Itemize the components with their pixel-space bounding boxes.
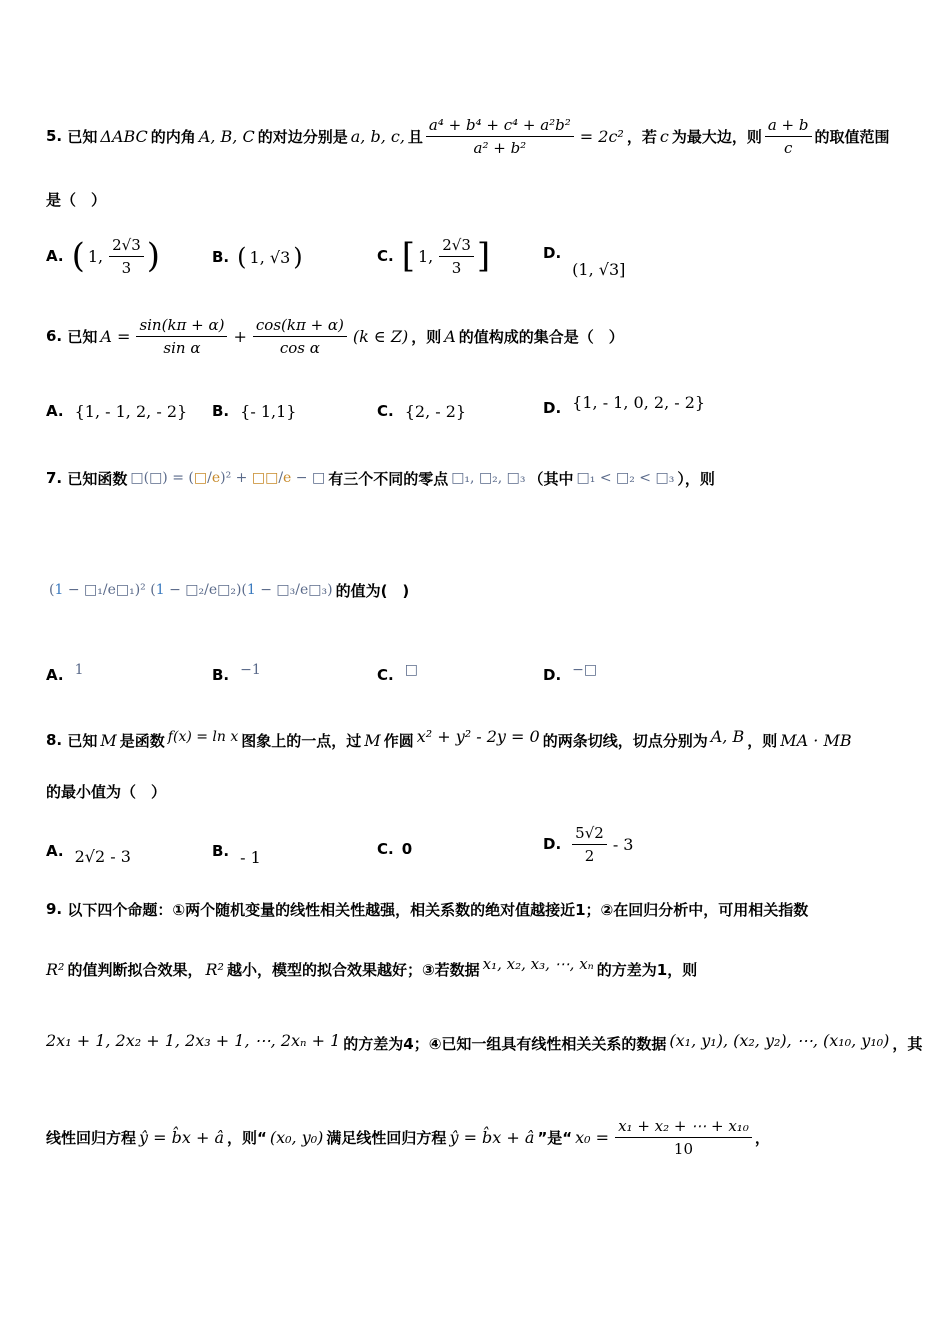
right-bracket-icon: ] — [476, 236, 491, 276]
q8-number: 8. — [46, 731, 63, 749]
left-paren-icon: ( — [71, 236, 85, 276]
option-label: D. — [543, 666, 562, 684]
option-label: A. — [46, 247, 64, 265]
q7-text: 的值为( ) — [335, 581, 410, 600]
q5-a-fraction — [109, 236, 144, 277]
q9-line-3 — [46, 1026, 923, 1060]
q5-c-num: 2√3 — [439, 236, 474, 257]
q8-text: 已知 — [67, 731, 98, 750]
q8-text: 作圆 — [383, 731, 414, 750]
right-paren-icon: ) — [293, 243, 303, 271]
option-label: C. — [377, 402, 394, 420]
q5-c-var: c — [659, 126, 669, 146]
q9-mean-num: x₁ + x₂ + ⋯ + x₁₀ — [615, 1117, 752, 1138]
option-label: D. — [543, 399, 562, 417]
q9-text: 的方差为4；④已知一组具有线性相关关系的数据 — [343, 1034, 667, 1053]
q5-number: 5. — [46, 127, 63, 145]
q8-line-2 — [46, 778, 910, 804]
q5-line-2 — [46, 186, 910, 212]
q9-text: ，则“ — [227, 1128, 267, 1147]
q9-points: (x₁, y₁), (x₂, y₂), ⋯, (x₁₀, y₁₀) — [669, 1030, 890, 1050]
q7-line-1 — [46, 458, 910, 498]
q5-text: 为最大边，则 — [671, 127, 762, 146]
q5-line-1 — [46, 105, 910, 167]
q6-option-b[interactable] — [212, 398, 299, 424]
q8-ab: A, B — [710, 726, 745, 746]
q9-text: 以下四个命题：①两个随机变量的线性相关性越强，相关系数的绝对值越接近1；②在回归分析中，可用相关指数 — [67, 900, 809, 919]
q7-b-value: −1 — [240, 662, 261, 678]
q6-f2-den: cos α — [279, 338, 320, 357]
left-bracket-icon: [ — [401, 236, 415, 276]
q5-option-b[interactable] — [212, 240, 303, 274]
q8-text: 图象上的一点，过 — [241, 731, 362, 750]
q5-sides: a, b, c, — [350, 126, 405, 146]
option-label: B. — [212, 248, 230, 266]
q6-option-c[interactable] — [377, 398, 469, 424]
q8-d-fraction — [572, 824, 607, 865]
q9-mean-den: 10 — [673, 1139, 694, 1158]
q7-option-b[interactable] — [212, 662, 264, 688]
q9-line-2 — [46, 954, 910, 984]
option-label: C. — [377, 666, 394, 684]
q6-f1-num: sin(kπ + α) — [136, 316, 227, 337]
q5-b-value: 1, √3 — [249, 247, 291, 267]
q5-text: 是（ ） — [46, 190, 107, 209]
q8-option-b[interactable] — [212, 836, 264, 866]
q8-option-c[interactable] — [377, 836, 412, 862]
q8-d-den: 2 — [584, 846, 595, 865]
q8-circle: x² + y² - 2y = 0 — [416, 726, 540, 746]
q7-number: 7. — [46, 469, 63, 487]
option-label: B. — [212, 402, 230, 420]
q5-a-den: 3 — [121, 258, 132, 277]
q6-a-value: {1, - 1, 2, - 2} — [74, 401, 188, 421]
q9-text: 的方差为1，则 — [596, 960, 698, 979]
q6-text: 的值构成的集合是（ ） — [458, 327, 624, 346]
q5-eq-rhs: = 2c² — [579, 126, 624, 146]
q7-option-d[interactable] — [543, 662, 600, 688]
option-label: A. — [46, 666, 64, 684]
q8-d-num: 5√2 — [572, 824, 607, 845]
q6-line-1 — [46, 306, 910, 366]
q8-text: 是函数 — [119, 731, 165, 750]
q6-option-a[interactable] — [46, 398, 190, 424]
q5-option-c[interactable] — [377, 226, 490, 286]
q7-text: 有三个不同的零点 — [328, 469, 449, 488]
q5-ratio-numerator: a + b — [765, 116, 812, 137]
q9-mean-fraction — [615, 1117, 752, 1158]
q9-text: 满足线性回归方程 — [326, 1128, 447, 1147]
q5-text: 已知 — [67, 127, 98, 146]
option-label: A. — [46, 402, 64, 420]
q6-f2-num: cos(kπ + α) — [253, 316, 347, 337]
q7-text: 已知函数 — [67, 469, 128, 488]
q6-a-var: A — [444, 326, 456, 346]
q9-x0: x₀ = — [575, 1127, 610, 1147]
q8-d-tail: - 3 — [612, 834, 634, 854]
q7-zeros-image: □₁, □₂, □₃ — [451, 470, 526, 486]
q5-text: 的对边分别是 — [257, 127, 348, 146]
q5-text: ，若 — [626, 127, 657, 146]
q8-text: 的两条切线，切点分别为 — [542, 731, 708, 750]
q6-condition: (k ∈ Z) — [352, 326, 409, 346]
q7-option-a[interactable] — [46, 662, 87, 688]
q5-c-fraction — [439, 236, 474, 277]
option-label: C. — [377, 247, 394, 265]
q8-dot-product: MA · MB — [780, 730, 852, 750]
q5-angles: A, B, C — [198, 126, 255, 146]
q9-line-4 — [46, 1110, 910, 1164]
q5-d-value: (1, √3] — [572, 260, 626, 279]
right-paren-icon: ) — [146, 236, 161, 276]
q6-a-equals: A = — [100, 326, 131, 346]
q7-expression-image: (1 − □₁/e□₁)² (1 − □₂/e□₂)(1 − □₃/e□₃) — [49, 582, 333, 598]
q9-line-1 — [46, 896, 910, 922]
left-paren-icon: ( — [237, 243, 247, 271]
q8-b-value: - 1 — [240, 847, 261, 867]
option-label: B. — [212, 842, 230, 860]
q7-d-value: −□ — [572, 662, 598, 678]
q6-c-value: {2, - 2} — [404, 401, 467, 421]
option-label: D. — [543, 244, 562, 262]
q5-ratio-fraction — [765, 116, 812, 157]
q8-line-1 — [46, 722, 910, 758]
q6-fraction-1 — [136, 316, 227, 357]
q6-plus: + — [233, 326, 247, 346]
q8-function: f(x) = ln x — [167, 729, 239, 745]
q5-triangle: ΔABC — [100, 126, 148, 146]
q8-text: 的最小值为（ ） — [46, 782, 167, 801]
q6-b-value: {- 1,1} — [240, 401, 297, 421]
q5-option-a[interactable] — [46, 226, 160, 286]
q6-option-d[interactable] — [543, 392, 708, 424]
q5-text: 的取值范围 — [814, 127, 890, 146]
q5-c-den: 3 — [451, 258, 462, 277]
option-label: B. — [212, 666, 230, 684]
q8-option-d[interactable] — [543, 818, 636, 870]
q9-x-data: x₁, x₂, x₃, ⋯, xₙ — [482, 955, 594, 973]
q9-point-0: (x₀, y₀) — [269, 1127, 324, 1147]
q9-regression: ŷ = b̂x + â — [139, 1127, 225, 1147]
q7-a-value: 1 — [74, 662, 84, 678]
q7-option-c[interactable] — [377, 662, 421, 688]
q6-f1-den: sin α — [163, 338, 201, 357]
q9-r2: R² — [205, 959, 224, 979]
q9-transformed-data: 2x₁ + 1, 2x₂ + 1, 2x₃ + 1, ⋯, 2xₙ + 1 — [46, 1030, 341, 1050]
q9-regression: ŷ = b̂x + â — [449, 1127, 535, 1147]
q7-order-image: □₁ < □₂ < □₃ — [576, 470, 675, 486]
q6-fraction-2 — [253, 316, 347, 357]
q9-text: ， — [754, 1128, 770, 1147]
q9-text: 的值判断拟合效果， — [67, 960, 203, 979]
q7-function-image: □(□) = (□/e)² + □□/e − □ — [130, 470, 326, 486]
q6-number: 6. — [46, 327, 63, 345]
q8-m-var: M — [100, 730, 117, 750]
q5-a-one: 1, — [87, 246, 104, 266]
q5-a-num: 2√3 — [109, 236, 144, 257]
q8-option-a[interactable] — [46, 836, 134, 866]
q7-c-value: □ — [404, 662, 418, 678]
q7-line-2 — [46, 570, 910, 610]
q5-ratio-denominator: c — [783, 138, 793, 157]
option-label: A. — [46, 842, 64, 860]
option-label: C. — [377, 840, 394, 858]
q9-text: 越小，模型的拟合效果越好；③若数据 — [226, 960, 480, 979]
q5-eq-numerator: a⁴ + b⁴ + c⁴ + a²b² — [426, 116, 574, 137]
q5-equation-fraction — [426, 116, 574, 157]
q7-text: （其中 — [528, 469, 574, 488]
q9-text: ”是“ — [537, 1128, 573, 1147]
q6-text: 已知 — [67, 327, 98, 346]
q9-text: ，其 — [892, 1034, 923, 1053]
q5-option-d[interactable] — [543, 244, 628, 284]
option-label: D. — [543, 835, 562, 853]
q9-text: 线性回归方程 — [46, 1128, 137, 1147]
q8-m-var: M — [364, 730, 381, 750]
q6-d-value: {1, - 1, 0, 2, - 2} — [572, 392, 706, 412]
q5-text: 且 — [407, 127, 423, 146]
q8-a-value: 2√2 - 3 — [74, 846, 131, 866]
q8-c-value: 0 — [401, 840, 413, 858]
q6-text: ，则 — [411, 327, 442, 346]
q5-c-one: 1, — [417, 246, 434, 266]
q9-number: 9. — [46, 900, 63, 918]
q7-text: ），则 — [677, 469, 715, 488]
q9-r2: R² — [46, 959, 65, 979]
q5-eq-denominator: a² + b² — [473, 138, 527, 157]
q8-text: ，则 — [747, 731, 778, 750]
q5-text: 的内角 — [150, 127, 196, 146]
